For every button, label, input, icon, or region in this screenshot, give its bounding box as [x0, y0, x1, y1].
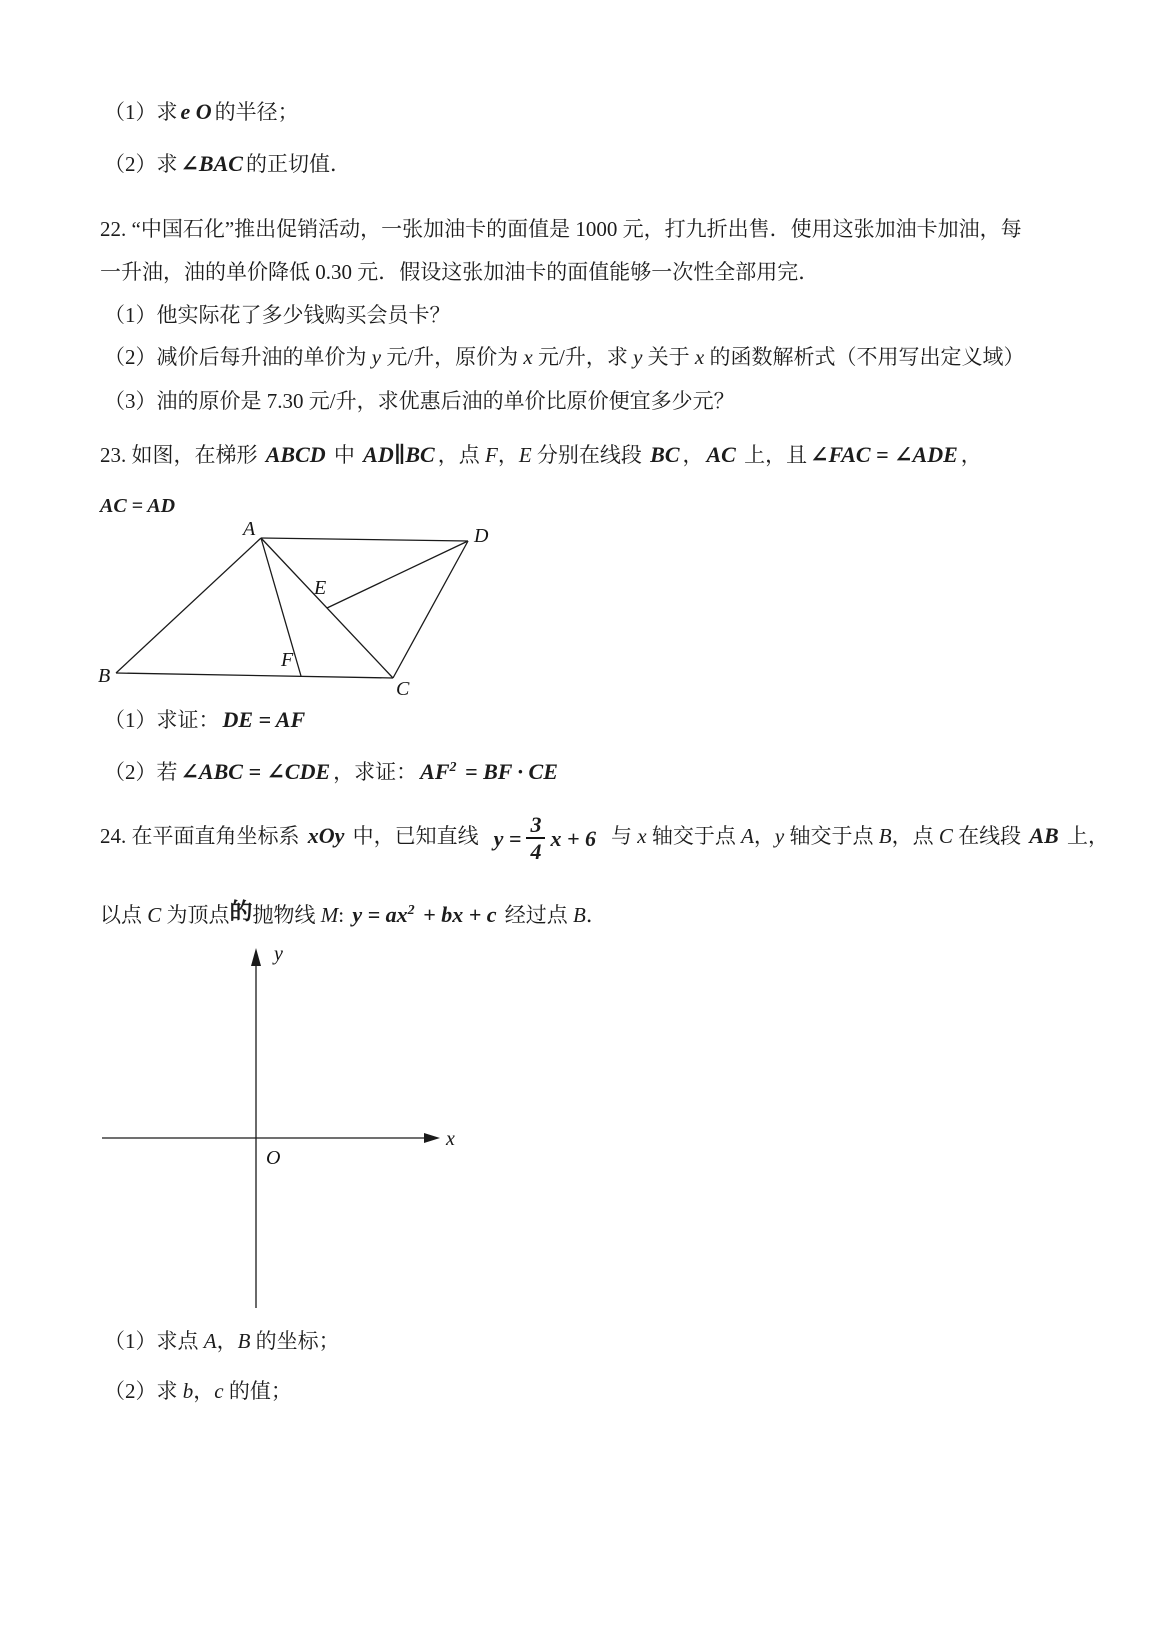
math-run-AC-eq-AD: AC = AD	[100, 495, 176, 517]
q22-sub2	[104, 342, 1025, 374]
variable-b: b	[182, 1379, 194, 1403]
segment-BA	[116, 538, 261, 673]
math-run-circle-O: e O	[180, 99, 212, 124]
superscript-2: 2	[407, 903, 415, 918]
math-run-xOy: xOy	[307, 823, 345, 849]
variable-M: M	[320, 903, 339, 927]
math-run-AB: AB	[1029, 823, 1059, 849]
text-run: 的值；	[223, 1379, 292, 1403]
variable-C: C	[147, 903, 162, 927]
coordinate-axes-figure	[98, 940, 518, 1318]
text-run: ，	[193, 1379, 215, 1403]
text-run: （3）油的原价是 7.30 元/升，求优惠后油的单价比原价便宜多少元？	[104, 389, 735, 413]
text-run: 轴交于点	[784, 824, 879, 849]
text-run: （1）求证：	[104, 708, 220, 732]
vertex-label-E: E	[314, 577, 327, 599]
segment-DE	[327, 541, 468, 608]
text-run: ，求证：	[333, 760, 418, 784]
q24-heading-line2	[100, 898, 607, 933]
text-run: ，点	[437, 443, 485, 467]
text-run: 上，	[1061, 824, 1109, 849]
variable-c: c	[214, 1379, 224, 1403]
text-run: 与	[611, 824, 638, 849]
text-run: 元/升，原价为	[381, 345, 524, 369]
text-run: ，	[753, 824, 775, 849]
text-run: 中	[328, 443, 361, 467]
text-run: （1）求点	[104, 1329, 204, 1353]
variable-B: B	[878, 824, 892, 849]
math-run-DE-eq-AF: DE = AF	[222, 707, 306, 732]
q23-heading	[100, 438, 982, 472]
text-run: ，	[497, 443, 519, 467]
text-run: 的半径；	[214, 100, 299, 124]
math-run-parabola: y = ax	[352, 902, 408, 927]
text-run: （2）求	[104, 1379, 183, 1403]
variable-B: B	[237, 1329, 251, 1353]
trapezoid-figure	[96, 518, 516, 698]
text-run: 分别在线段	[531, 443, 648, 467]
variable-x: x	[523, 345, 533, 369]
segment-BC	[116, 673, 393, 678]
variable-F: F	[484, 443, 498, 467]
vertex-label-F: F	[281, 649, 294, 671]
text-run: 22. “中国石化”推出促销活动，一张加油卡的面值是 1000 元，打九折出售．使用这张加油卡加油，每	[100, 217, 1022, 241]
text-run: 23. 如图，在梯形	[100, 443, 263, 467]
formula-rhs: x + 6	[550, 825, 597, 851]
trapezoid-svg	[96, 518, 516, 698]
text-run: 24. 在平面直角坐标系	[100, 824, 305, 849]
q24-sub1	[104, 1326, 340, 1358]
text-run-de: 的	[229, 899, 253, 924]
text-run: ，点	[891, 824, 939, 849]
y-axis-label: y	[274, 943, 283, 965]
math-run-angle-ABC-CDE: ∠ABC = ∠CDE	[180, 759, 331, 784]
fraction	[526, 812, 545, 865]
text-run: 为顶点	[161, 903, 230, 927]
origin-label: O	[266, 1147, 281, 1169]
text-run: 在线段	[952, 824, 1027, 849]
vertex-label-B: B	[98, 665, 111, 687]
math-run-BC: BC	[650, 442, 680, 467]
text-run: （2）求	[104, 152, 178, 176]
variable-C: C	[938, 824, 953, 849]
text-run: ，	[682, 443, 704, 467]
math-run-ABCD: ABCD	[265, 442, 326, 467]
text-run: 以点	[100, 903, 148, 927]
variable-B: B	[573, 903, 586, 927]
math-run-BF-CE: = BF · CE	[459, 759, 558, 784]
text-run: 的正切值．	[245, 152, 351, 176]
linear-equation	[491, 812, 599, 865]
q23-sub2	[104, 755, 561, 789]
variable-A: A	[741, 824, 754, 849]
q23-heading-line2	[100, 490, 175, 522]
text-run: （2）若	[104, 760, 178, 784]
text-run: 一升油，油的单价降低 0.30 元．假设这张加油卡的面值能够一次性全部用完．	[100, 260, 820, 284]
text-run: （1）他实际花了多少钱购买会员卡？	[104, 303, 451, 327]
y-axis-arrowhead	[251, 948, 261, 966]
q22-sub3	[104, 386, 735, 418]
fraction-denominator: 4	[530, 839, 542, 865]
text-run: 轴交于点	[646, 824, 742, 849]
formula-lhs: y =	[493, 825, 522, 851]
text-run: 元/升，求	[532, 345, 634, 369]
q24-sub2	[104, 1376, 292, 1408]
math-run-AD-parallel-BC: AD∥BC	[363, 442, 435, 467]
variable-x: x	[637, 824, 647, 849]
math-run-angle-FAC-ADE: ∠FAC = ∠ADE	[810, 442, 958, 467]
variable-y: y	[774, 824, 785, 849]
q22-heading-line2	[100, 257, 819, 289]
q22-heading-line1	[100, 214, 1022, 246]
variable-y: y	[633, 345, 643, 369]
coordinate-axes-svg	[98, 940, 518, 1318]
text-run: （2）减价后每升油的单价为	[104, 345, 372, 369]
variable-y: y	[371, 345, 382, 369]
vertex-label-C: C	[396, 678, 410, 698]
q21-part1	[104, 95, 299, 129]
q23-sub1	[104, 703, 308, 737]
x-axis-arrowhead	[424, 1133, 440, 1143]
text-run: 抛物线	[252, 903, 321, 927]
variable-x: x	[694, 345, 705, 369]
segment-DC	[393, 541, 468, 678]
vertex-label-A: A	[243, 518, 256, 540]
text-run: 的坐标；	[250, 1329, 340, 1353]
math-run-angle-BAC: ∠BAC	[180, 151, 243, 176]
q22-sub1	[104, 300, 451, 332]
q21-part2	[104, 147, 351, 181]
text-run: ，	[960, 443, 982, 467]
math-run-AF: AF	[420, 759, 450, 784]
text-run: ，	[216, 1329, 238, 1353]
q24-heading-line1	[100, 812, 1109, 865]
text-run: 的函数解析式（不用写出定义域）	[704, 345, 1025, 369]
variable-A: A	[203, 1329, 217, 1353]
fraction-numerator: 3	[526, 812, 545, 839]
text-run: :	[338, 903, 350, 927]
vertex-label-D: D	[474, 525, 489, 547]
math-run-parabola-tail: + bx + c	[417, 902, 497, 927]
text-run: 上，且	[738, 443, 808, 467]
text-run: ．	[585, 903, 607, 927]
text-run: 中，已知直线	[347, 824, 479, 849]
text-run: 关于	[642, 345, 695, 369]
variable-E: E	[518, 443, 532, 467]
superscript-2: 2	[449, 760, 457, 775]
text-run: 经过点	[499, 903, 574, 927]
x-axis-label: x	[446, 1128, 455, 1150]
text-run: （1）求	[104, 100, 178, 124]
segment-AD	[261, 538, 468, 541]
math-run-AC: AC	[706, 442, 736, 467]
